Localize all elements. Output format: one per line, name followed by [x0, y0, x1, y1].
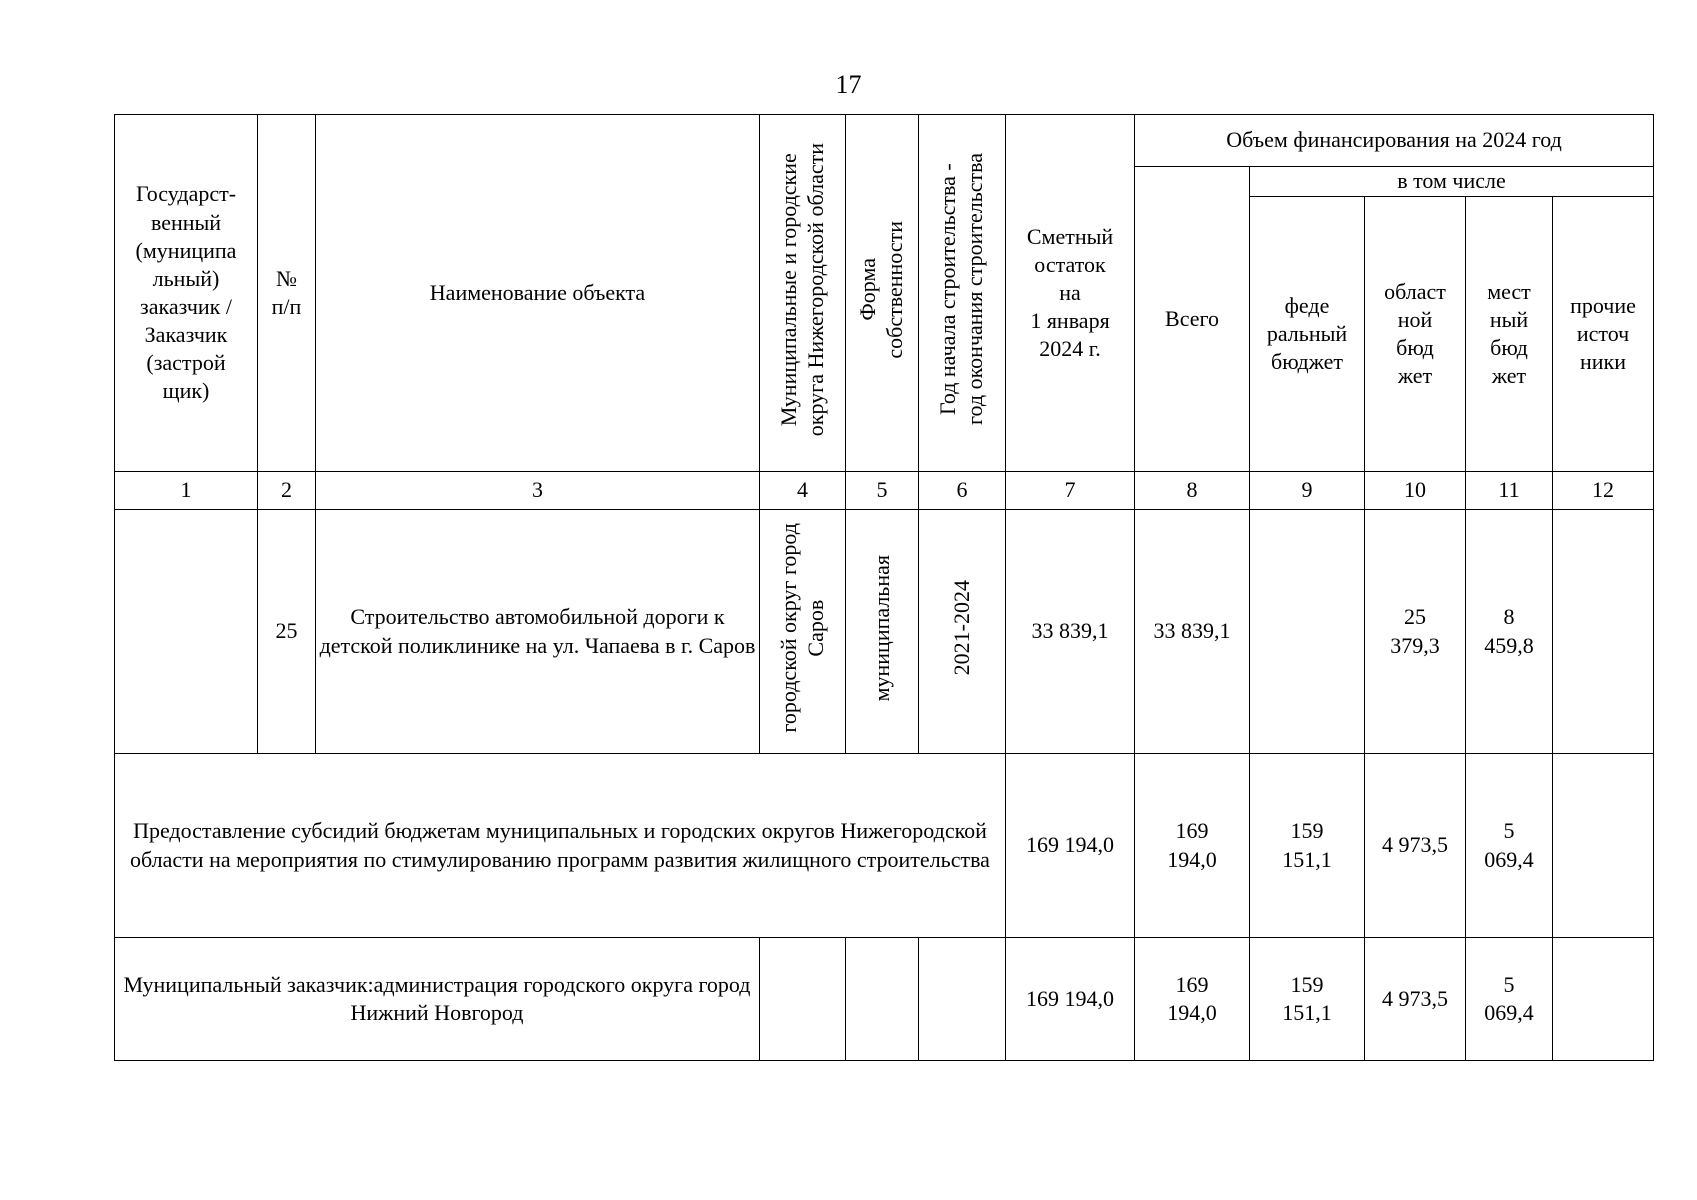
column-number: 10 — [1365, 472, 1466, 510]
object-total: 33 839,1 — [1135, 510, 1250, 754]
financing-table — [114, 114, 1654, 1061]
column-number: 3 — [316, 472, 760, 510]
column-number: 5 — [846, 472, 919, 510]
table-row-customer — [115, 938, 1654, 1061]
header-federal: феде ральный бюджет — [1250, 197, 1365, 472]
object-number: 25 — [258, 510, 316, 754]
header-object-name: Наименование объекта — [316, 115, 760, 472]
object-other — [1553, 510, 1654, 754]
summary-estimated-balance: 169 194,0 — [1006, 754, 1135, 938]
header-other: прочие источ ники — [1553, 197, 1654, 472]
object-regional: 25 379,3 — [1365, 510, 1466, 754]
header-district: Муниципальные и городские округа Нижегородской области — [775, 142, 828, 437]
header-number: № п/п — [258, 115, 316, 472]
summary-local: 5 069,4 — [1466, 754, 1553, 938]
column-number: 11 — [1466, 472, 1553, 510]
table-row-summary — [115, 754, 1654, 938]
object-years: 2021-2024 — [948, 580, 974, 676]
column-number: 7 — [1006, 472, 1135, 510]
header-estimated-balance: Сметный остаток на 1 января 2024 г. — [1006, 115, 1135, 472]
customer-local: 5 069,4 — [1466, 938, 1553, 1061]
header-years: Год начала строительства - год окончания строительства — [935, 153, 987, 426]
column-number: 4 — [760, 472, 846, 510]
column-numbers-row — [115, 472, 1654, 510]
column-number: 9 — [1250, 472, 1365, 510]
header-customer: Государст- венный (муниципа льный) заказчик / Заказчик (застрой щик) — [115, 115, 258, 472]
object-customer — [115, 510, 258, 754]
customer-text: Муниципальный заказчик:администрация городского округа город Нижний Новгород — [115, 938, 760, 1061]
object-district-cell — [760, 510, 846, 754]
column-number: 6 — [919, 472, 1006, 510]
header-years-cell — [919, 115, 1006, 472]
summary-text: Предоставление субсидий бюджетам муниципальных и городских округов Нижегородской области на мероприятия по стимулированию программ развития жилищного строительства — [115, 754, 1006, 938]
customer-total: 169 194,0 — [1135, 938, 1250, 1061]
summary-federal: 159 151,1 — [1250, 754, 1365, 938]
column-number: 2 — [258, 472, 316, 510]
column-number: 1 — [115, 472, 258, 510]
object-estimated-balance: 33 839,1 — [1006, 510, 1135, 754]
customer-district — [760, 938, 846, 1061]
customer-federal: 159 151,1 — [1250, 938, 1365, 1061]
object-federal — [1250, 510, 1365, 754]
header-ownership-cell — [846, 115, 919, 472]
object-ownership: муниципальная — [868, 554, 894, 702]
summary-total: 169 194,0 — [1135, 754, 1250, 938]
header-total: Всего — [1135, 167, 1250, 472]
column-number: 8 — [1135, 472, 1250, 510]
summary-other — [1553, 754, 1654, 938]
customer-ownership — [846, 938, 919, 1061]
page-number: 17 — [835, 70, 862, 99]
object-ownership-cell — [846, 510, 919, 754]
header-row — [115, 115, 1654, 167]
header-funding-group: Объем финансирования на 2024 год — [1135, 115, 1654, 167]
object-district: городской округ город Саров — [775, 523, 828, 733]
table-row-object — [115, 510, 1654, 754]
customer-other — [1553, 938, 1654, 1061]
summary-regional: 4 973,5 — [1365, 754, 1466, 938]
header-district-cell — [760, 115, 846, 472]
customer-years — [919, 938, 1006, 1061]
header-including: в том числе — [1250, 167, 1654, 197]
object-local: 8 459,8 — [1466, 510, 1553, 754]
customer-regional: 4 973,5 — [1365, 938, 1466, 1061]
customer-estimated-balance: 169 194,0 — [1006, 938, 1135, 1061]
header-regional: област ной бюд жет — [1365, 197, 1466, 472]
object-years-cell — [919, 510, 1006, 754]
column-number: 12 — [1553, 472, 1654, 510]
header-ownership: Форма собственности — [855, 220, 907, 359]
object-name: Строительство автомобильной дороги к детской поликлинике на ул. Чапаева в г. Саров — [316, 510, 760, 754]
header-local: мест ный бюд жет — [1466, 197, 1553, 472]
